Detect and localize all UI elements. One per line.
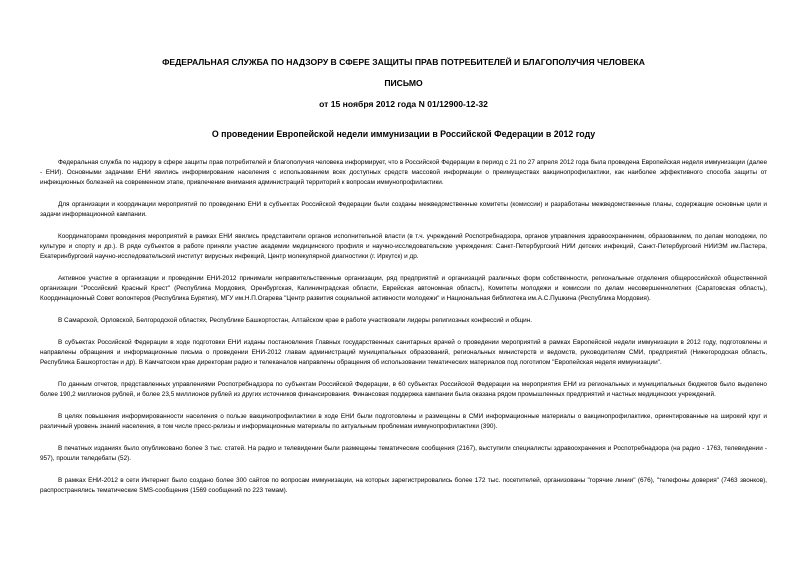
paragraph-2: Для организации и координации мероприятий по проведению ЕНИ в субъектах Российской Федерации были созданы межведомственные комитеты (комиссии) и разработаны межведомственные планы, содержащие основные цели и задачи информационной кампании. [40,201,767,218]
paragraph-6: В субъектах Российской Федерации в ходе подготовки ЕНИ изданы постановления Главных государственных санитарных врачей о проведении мероприятий в рамках Европейской недели иммунизации в 2012 году, подготовлены и направлены обращения и информационные письма о проведении ЕНИ-2012 главам администраций муниципальных образований, региональных министерств и ведомств, руководителям СМИ, предприятий (Нижегородская область, Республика Башкортостан и др). В Камчатском крае директорам радио и телеканалов направлены обращения об использовании тематических материалов под логотипом "Европейская неделя иммунизации". [40,339,767,366]
document-subject: О проведении Европейской недели иммунизации в Российской Федерации в 2012 году [211,129,596,139]
document-dateline: от 15 ноября 2012 года N 01/12900-12-32 [319,99,488,109]
document-body [40,158,767,508]
paragraph-5: В Самарской, Орловской, Белгородской областях, Республике Башкортостан, Алтайском крае в работе участвовали лидеры религиозных конфессий и общин. [58,317,533,324]
paragraph-10: В рамках ЕНИ-2012 в сети Интернет было создано более 300 сайтов по вопросам иммунизации, на которых зарегистрировались более 172 тыс. посетителей, организованы "горячие линии" (676), "телефоны доверия" (7463 звонков), распространялись тематические SMS-сообщения (1569 сообщений по 223 темам). [40,477,767,494]
paragraph-9: В печатных изданиях было опубликовано более 3 тыс. статей. На радио и телевидении были размещены тематические сообщения (2167), выступили специалисты здравоохранения и Роспотребнадзора (на радио - 1763, телевидении - 957), прошли теледебаты (52). [40,445,767,462]
paragraph-4: Активное участие в организации и проведении ЕНИ-2012 принимали неправительственные организации, ряд предприятий и организаций различных форм собственности, региональные отделения общероссийской общественной организации "Российский Красный Крест" (Республика Мордовия, Оренбургская, Калининградская области, Еврейская автономная область), Комитеты молодежи и комиссии по делам несовершеннолетних (Саратовская область), Координационный Совет волонтеров (Республика Бурятия), МГУ им.Н.П.Огарева "Центр развития социальной активности молодежи" и Национальная библиотека им.А.С.Пушкина (Республика Мордовия). [40,275,767,302]
paragraph-3: Координаторами проведения мероприятий в рамках ЕНИ явились представители органов исполнительной власти (в т.ч. учреждений Роспотребнадзора, органов управления здравоохранением, образованием, по делам молодежи, по культуре и спорту и др.). В ряде субъектов в работе приняли участие академии медицинского профиля и научно-исследовательские учреждения: Санкт-Петербургский НИИ детских инфекций, Санкт-Петербургский НИИЭМ им.Пастера, Екатеринбургский научно-исследовательский институт вирусных инфекций, Центр молекулярной диагностики (г. Иркутск) и др. [40,233,767,260]
agency-heading: ФЕДЕРАЛЬНАЯ СЛУЖБА ПО НАДЗОРУ В СФЕРЕ ЗАЩИТЫ ПРАВ ПОТРЕБИТЕЛЕЙ И БЛАГОПОЛУЧИЯ ЧЕЛОВЕКА [162,57,645,67]
document-type-heading: ПИСЬМО [384,78,423,88]
paragraph-1: Федеральная служба по надзору в сфере защиты прав потребителей и благополучия человека информирует, что в Российской Федерации в период с 21 по 27 апреля 2012 года была проведена Европейская неделя иммунизации (далее - ЕНИ). Основными задачами ЕНИ явились информирование населения с использованием всех доступных средств массовой информации о преимуществах вакцинопрофилактики, как наиболее эффективного способа защиты от инфекционных болезней на современном этапе, привлечение внимания администраций территорий к вопросам иммунопрофилактики. [40,159,767,186]
paragraph-8: В целях повышения информированности населения о пользе вакцинопрофилактики в ходе ЕНИ были подготовлены и размещены в СМИ информационные материалы о вакцинопрофилактике, ориентированные на широкий круг и различный уровень знаний населения, в том числе пресс-релизы и информационные материалы по актуальным проблемам иммунопрофилактики (390). [40,413,767,430]
paragraph-7: По данным отчетов, представленных управлениями Роспотребнадзора по субъектам Российской Федерации, в 60 субъектах Российской Федерации на мероприятия ЕНИ из региональных и муниципальных бюджетов было выделено более 190,2 миллионов рублей, и более 23,5 миллионов рублей из других источников финансирования. Финансовая поддержка кампании была оказана рядом промышленных предприятий и частных медицинских учреждений. [40,381,767,398]
